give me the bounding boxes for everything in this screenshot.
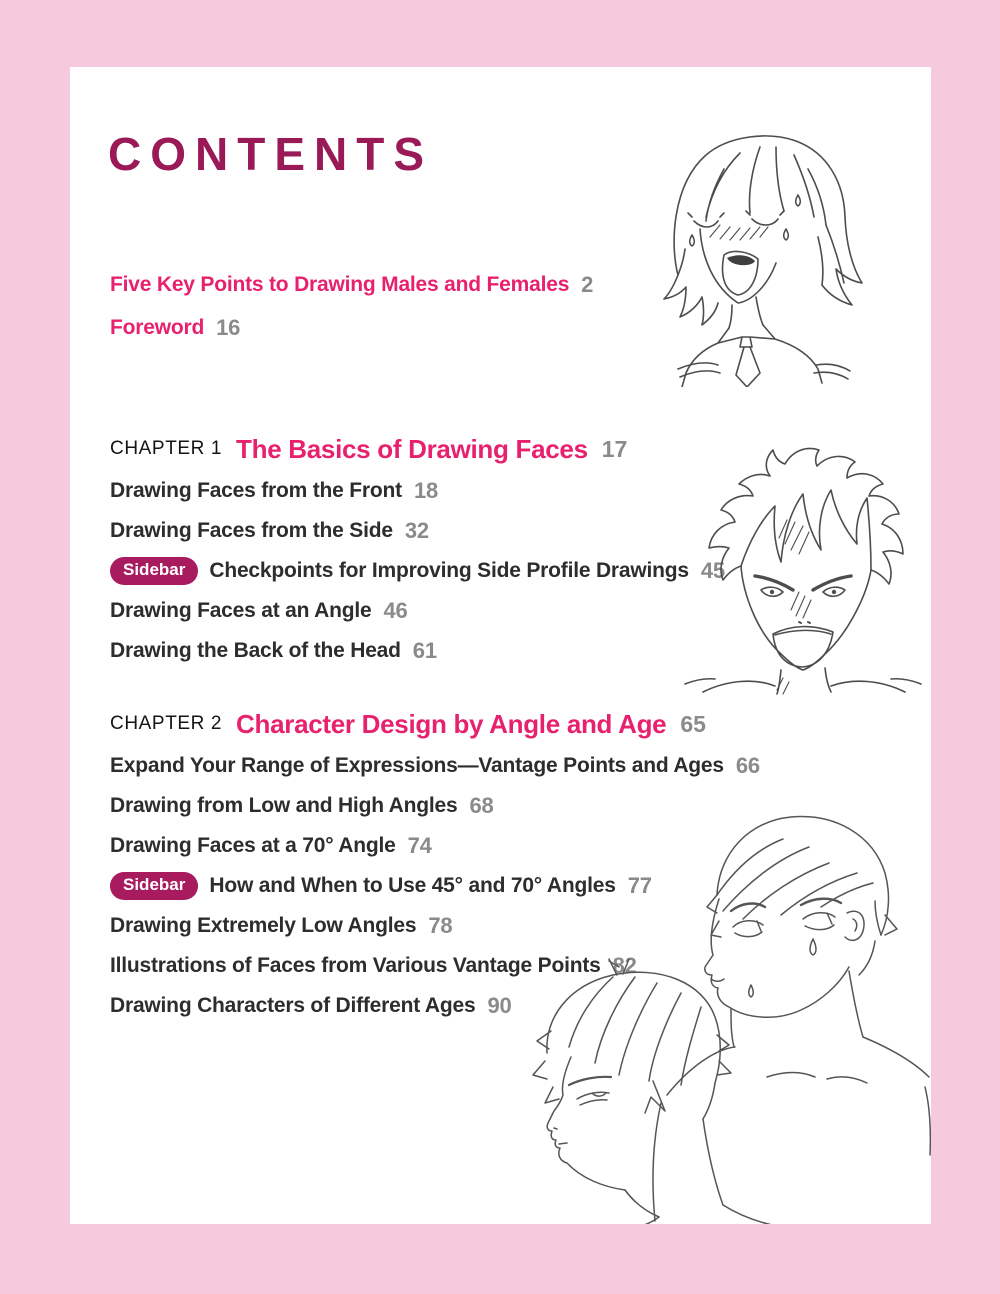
toc-entry-page: 82 — [612, 953, 637, 978]
angry-boy-illustration — [675, 442, 931, 698]
toc-entry-page: 46 — [383, 598, 408, 623]
toc-entry-label: How and When to Use 45° and 70° Angles — [209, 874, 616, 897]
chapter-page: 17 — [601, 435, 628, 462]
sidebar-badge: Sidebar — [110, 557, 198, 585]
toc-entry-page: 77 — [627, 873, 652, 898]
chapter-page: 65 — [680, 710, 706, 737]
toc-entry-label: Drawing Faces from the Front — [110, 479, 402, 502]
toc-entry-page: 2 — [581, 271, 594, 297]
toc-entry-page: 68 — [469, 793, 494, 818]
toc-entry — [110, 591, 725, 631]
toc-entry-page: 66 — [735, 753, 760, 778]
two-young-men-illustration — [505, 795, 931, 1224]
chapter-heading — [110, 427, 725, 471]
sidebar-badge: Sidebar — [110, 872, 198, 900]
toc-entry-label: Five Key Points to Drawing Males and Females — [110, 272, 570, 296]
toc-entry-label: Drawing from Low and High Angles — [110, 794, 458, 817]
toc-entry-page: 16 — [216, 314, 241, 340]
toc-entry-label: Expand Your Range of Expressions—Vantage Points and Ages — [110, 754, 724, 777]
front-matter-list — [110, 263, 593, 349]
toc-entry-page: 18 — [413, 478, 439, 503]
toc-entry-page: 78 — [428, 913, 453, 938]
chapter-kicker: CHAPTER 2 — [110, 713, 223, 734]
chapter-title: Character Design by Angle and Age — [236, 708, 667, 739]
toc-entry-label: Drawing Faces at a 70° Angle — [110, 834, 396, 857]
contents-page — [70, 67, 931, 1224]
toc-entry — [110, 263, 593, 306]
chapter-kicker: CHAPTER 1 — [110, 438, 223, 459]
toc-entry — [110, 746, 760, 786]
toc-entry-page: 61 — [412, 638, 437, 663]
toc-entry — [110, 471, 725, 511]
toc-entry-label: Drawing Faces at an Angle — [110, 599, 372, 622]
toc-entry-page: 45 — [700, 558, 725, 583]
toc-entry — [110, 631, 725, 671]
toc-entry-sidebar — [110, 551, 725, 591]
chapter-heading — [110, 702, 760, 746]
toc-entry-page: 74 — [407, 833, 432, 858]
chapter-title: The Basics of Drawing Faces — [236, 433, 588, 464]
toc-entry-label: Illustrations of Faces from Various Vantage Points — [110, 954, 601, 977]
toc-entry-label: Drawing Characters of Different Ages — [110, 994, 476, 1017]
page-title: CONTENTS — [108, 128, 433, 180]
toc-entry-page: 90 — [487, 993, 512, 1018]
crying-girl-illustration — [648, 125, 890, 387]
toc-entry-label: Drawing Extremely Low Angles — [110, 914, 417, 937]
toc-entry-label: Checkpoints for Improving Side Profile Drawings — [209, 559, 689, 582]
chapter-1-section — [110, 427, 725, 671]
toc-entry-label: Drawing the Back of the Head — [110, 639, 401, 662]
toc-entry — [110, 306, 593, 349]
toc-entry — [110, 511, 725, 551]
toc-entry-label: Drawing Faces from the Side — [110, 519, 393, 542]
toc-entry-label: Foreword — [110, 315, 205, 339]
toc-entry-page: 32 — [404, 518, 429, 543]
